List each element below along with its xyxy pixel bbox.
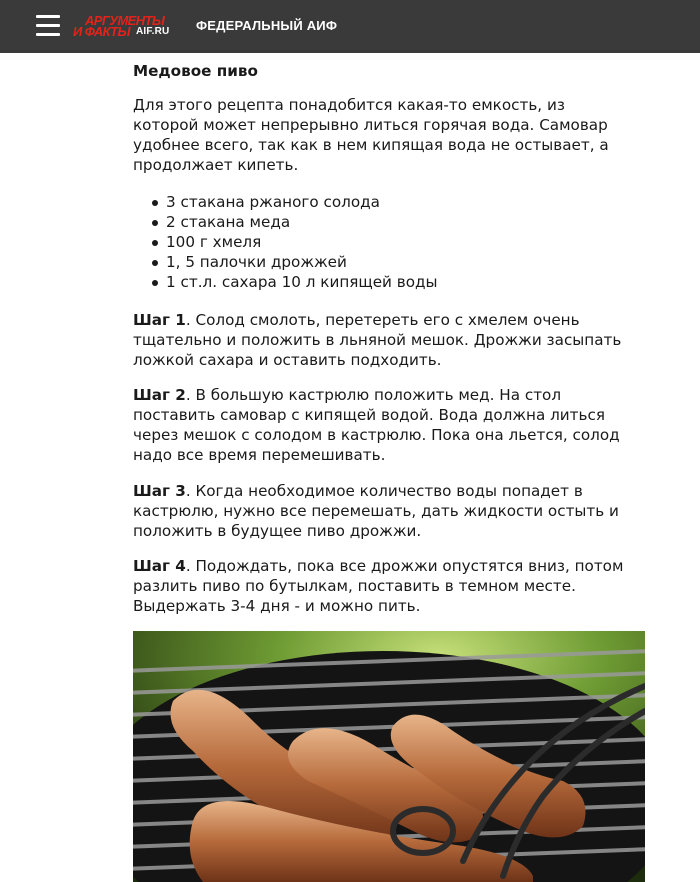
step-label: Шаг 1: [133, 311, 186, 329]
step-3: [133, 481, 633, 541]
step-label: Шаг 4: [133, 557, 186, 575]
list-item: 100 г хмеля: [133, 232, 437, 252]
recipe-intro: Для этого рецепта понадобится какая-то емкость, из которой может непрерывно литься горячая вода. Самовар удобнее всего, так как в нем кипящая вода не остывает, а продолжает кипеть.: [133, 96, 609, 174]
top-navigation-bar: [0, 0, 700, 53]
site-logo[interactable]: [73, 13, 169, 41]
step-4: [133, 556, 633, 616]
list-item: 2 стакана меда: [133, 212, 437, 232]
step-1: [133, 310, 633, 370]
grilled-sausages-photo: [133, 631, 645, 882]
logo-domain: AIF.RU: [136, 26, 170, 37]
grill-illustration: [133, 631, 645, 882]
step-text: . Солод смолоть, перетереть его с хмелем очень тщательно и положить в льняной мешок. Дрожжи засыпать ложкой сахара и оставить подходить.: [133, 311, 622, 369]
hamburger-menu-icon[interactable]: [36, 15, 60, 37]
recipe-title: Медовое пиво: [133, 62, 258, 80]
step-label: Шаг 3: [133, 482, 186, 500]
step-2: [133, 385, 633, 465]
logo-line2: И ФАКТЫ: [73, 24, 130, 39]
step-text: . Когда необходимое количество воды попадет в кастрюлю, нужно все перемешать, дать жидкости остыть и положить в будущее пиво дрожжи.: [133, 482, 619, 540]
list-item: 1 ст.л. сахара 10 л кипящей воды: [133, 272, 437, 292]
step-text: . В большую кастрюлю положить мед. На стол поставить самовар с кипящей водой. Вода должна литься через мешок с солодом в кастрюлю. Пока она льется, солод надо все время перемешивать.: [133, 386, 620, 464]
ingredients-list: [133, 192, 437, 292]
step-text: . Подождать, пока все дрожжи опустятся вниз, потом разлить пиво по бутылкам, поставить в темном месте. Выдержать 3-4 дня - и можно пить.: [133, 557, 624, 615]
logo-line1: АРГУМЕНТЫ: [85, 13, 165, 28]
list-item: 3 стакана ржаного солода: [133, 192, 437, 212]
step-label: Шаг 2: [133, 386, 186, 404]
section-link[interactable]: ФЕДЕРАЛЬНЫЙ АИФ: [196, 18, 338, 33]
list-item: 1, 5 палочки дрожжей: [133, 252, 437, 272]
